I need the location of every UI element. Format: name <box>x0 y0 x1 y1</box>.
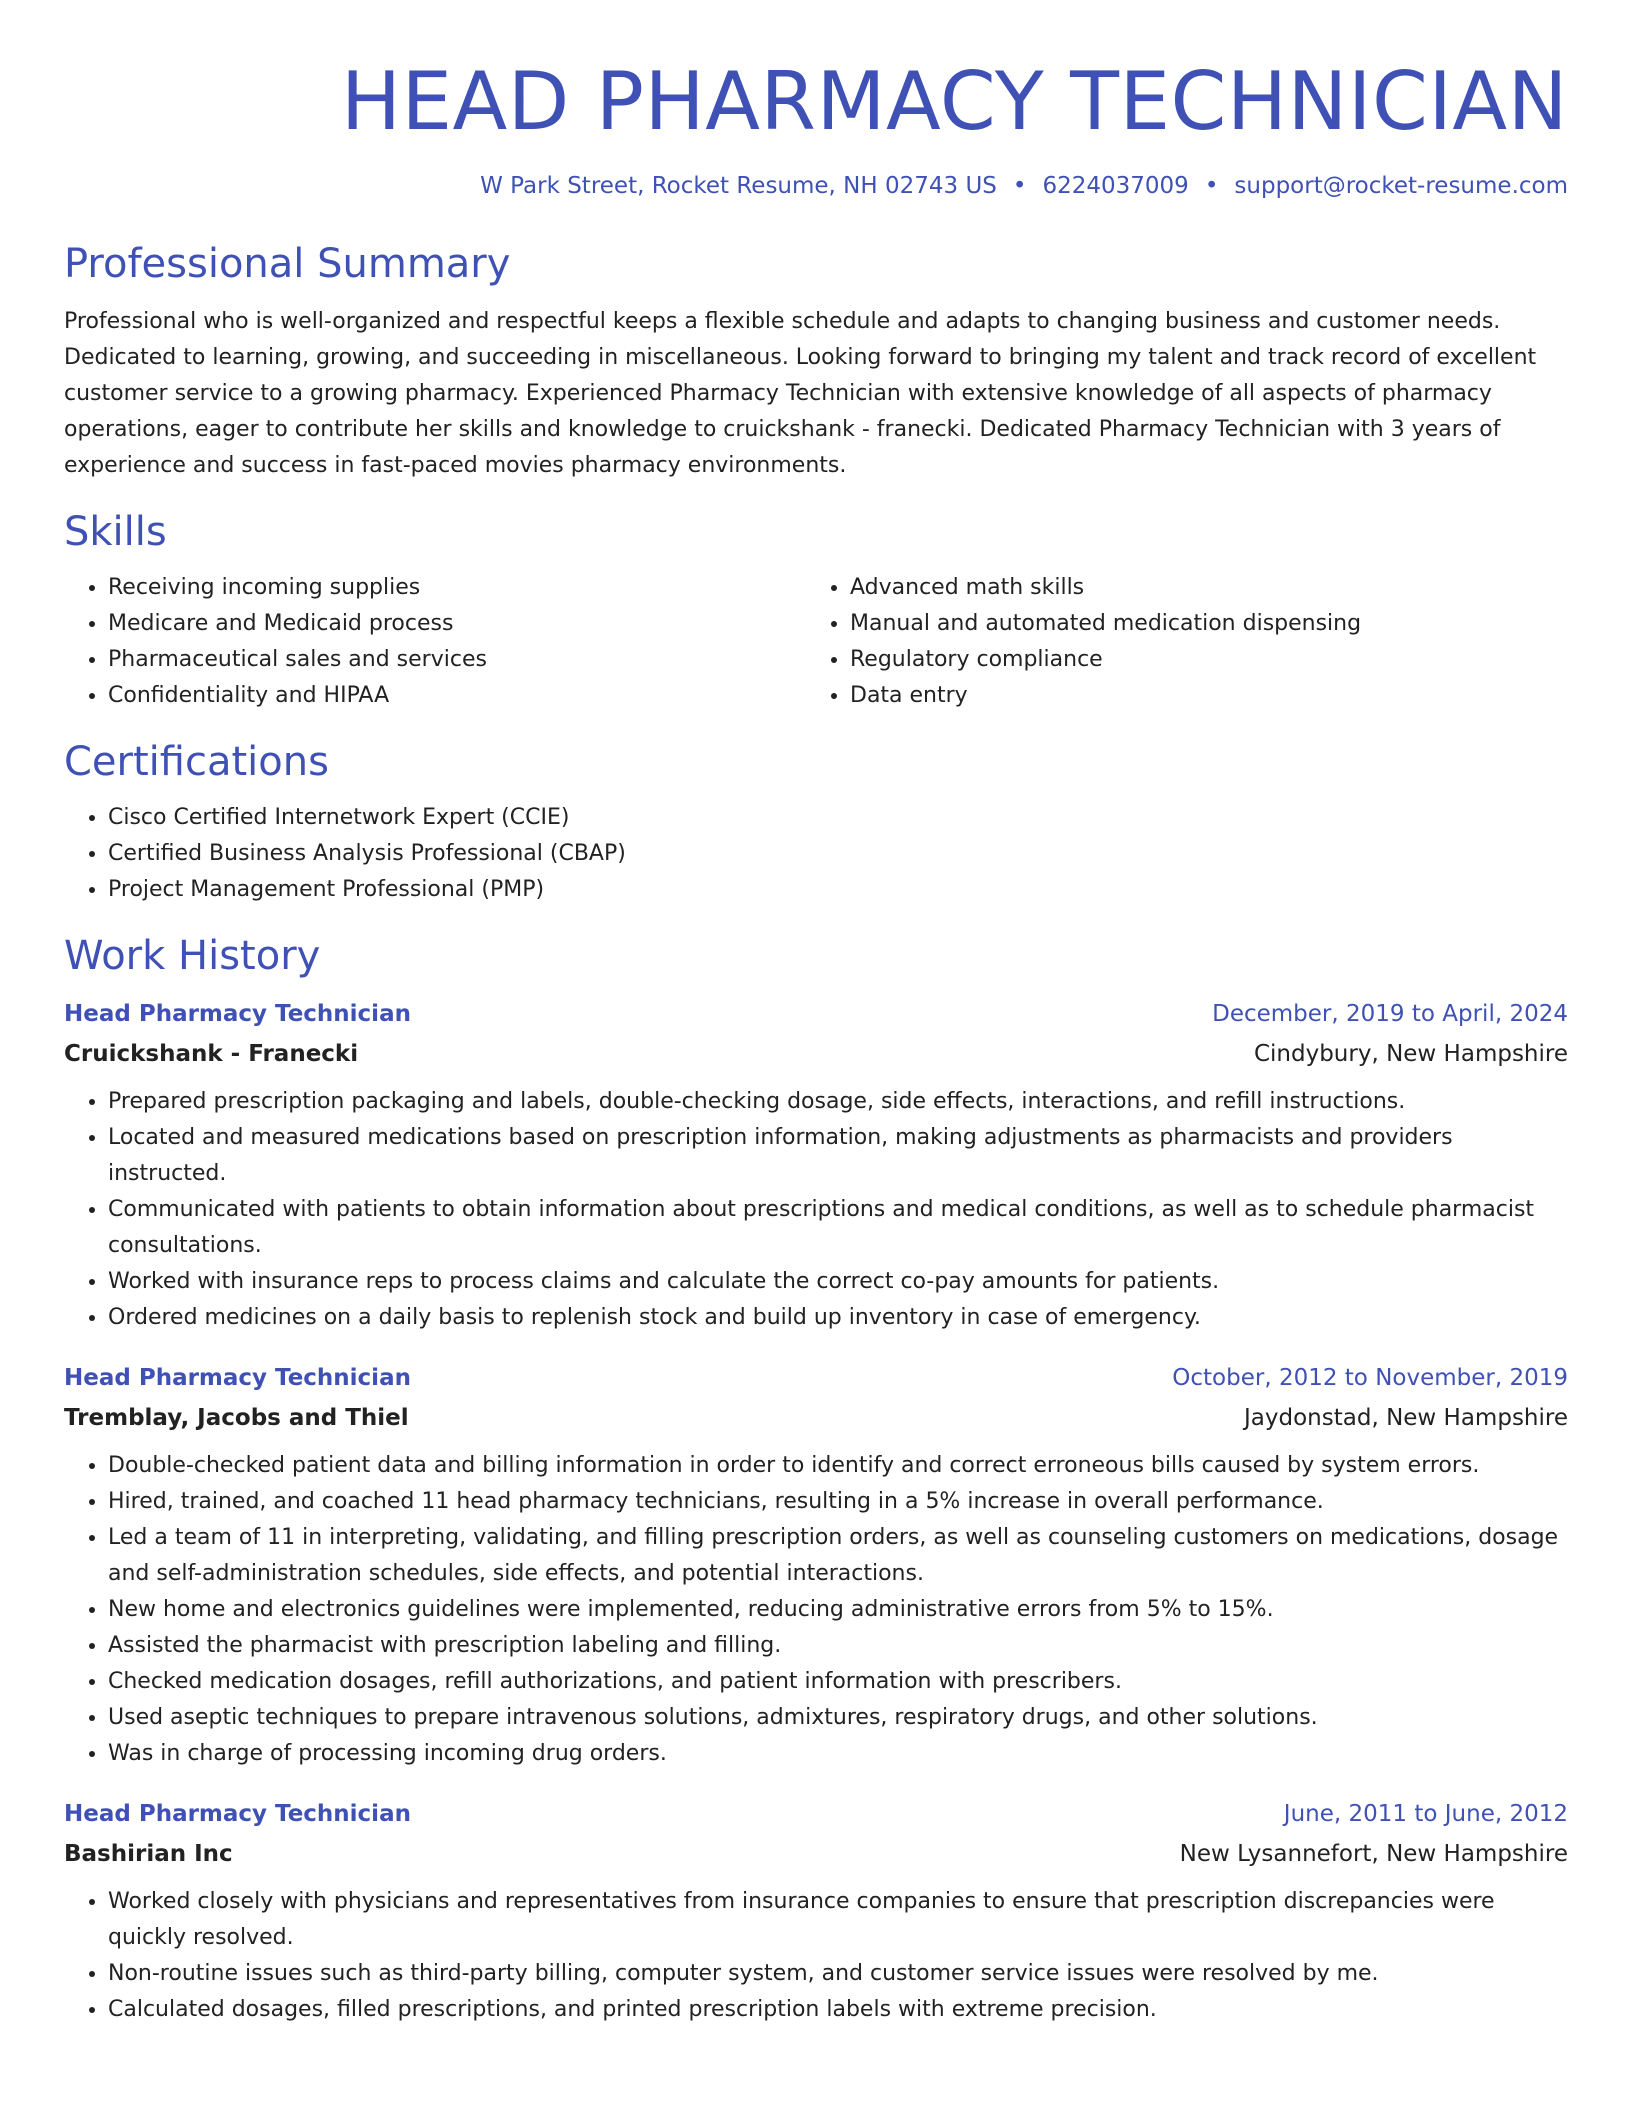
job-duty: • Located and measured medications based on prescription information, making adjustments as pharmacists and providers instructed. <box>108 1120 1568 1192</box>
skill-item: • Regulatory compliance <box>850 642 1548 678</box>
job-company: Bashirian Inc <box>64 1841 233 1867</box>
job-subheader <box>64 1034 1568 1074</box>
certification-item: • Certified Business Analysis Professional (CBAP) <box>108 836 1568 872</box>
job-duties <box>64 1084 1568 1336</box>
job-entry <box>64 994 1568 1336</box>
skills-list-right <box>806 570 1548 714</box>
job-title: Head Pharmacy Technician <box>64 1801 411 1827</box>
job-duty: • Used aseptic techniques to prepare intravenous solutions, admixtures, respiratory drugs, and other solutions. <box>108 1700 1568 1736</box>
skill-item: • Data entry <box>850 678 1548 714</box>
summary-heading: Professional Summary <box>64 241 511 287</box>
job-duty: • Ordered medicines on a daily basis to replenish stock and build up inventory in case of emergency. <box>108 1300 1568 1336</box>
skill-item: • Confidentiality and HIPAA <box>108 678 806 714</box>
job-company: Cruickshank - Franecki <box>64 1041 359 1067</box>
job-duty: • Hired, trained, and coached 11 head pharmacy technicians, resulting in a 5% increase in overall performance. <box>108 1484 1568 1520</box>
job-duty: • Was in charge of processing incoming drug orders. <box>108 1736 1568 1772</box>
job-duty: • Calculated dosages, filled prescriptions, and printed prescription labels with extreme precision. <box>108 1992 1568 2028</box>
skill-item: • Advanced math skills <box>850 570 1548 606</box>
skills-list-left <box>64 570 806 714</box>
resume-name: HEAD PHARMACY TECHNICIAN <box>340 55 1568 148</box>
job-duty: • Assisted the pharmacist with prescription labeling and filling. <box>108 1628 1568 1664</box>
skill-item: • Medicare and Medicaid process <box>108 606 806 642</box>
job-subheader <box>64 1834 1568 1874</box>
contact-phone: 6224037009 <box>1042 173 1189 199</box>
job-company: Tremblay, Jacobs and Thiel <box>64 1405 409 1431</box>
contact-separator: • <box>1012 173 1027 199</box>
job-duty: • Led a team of 11 in interpreting, validating, and filling prescription orders, as well as counseling customers on medications, dosage and self-administration schedules, side effects, and potential interactions. <box>108 1520 1568 1592</box>
skills-heading: Skills <box>64 509 167 555</box>
skill-item: • Pharmaceutical sales and services <box>108 642 806 678</box>
job-dates: June, 2011 to June, 2012 <box>1283 1801 1568 1827</box>
skills-grid <box>64 570 1568 714</box>
job-header <box>64 1794 1568 1834</box>
job-header <box>64 1358 1568 1398</box>
contact-line <box>64 170 1568 202</box>
job-subheader <box>64 1398 1568 1438</box>
job-location: New Lysannefort, New Hampshire <box>1179 1841 1568 1867</box>
work-history-heading: Work History <box>64 933 321 979</box>
skill-item: • Manual and automated medication dispensing <box>850 606 1548 642</box>
job-header <box>64 994 1568 1034</box>
contact-separator: • <box>1204 173 1219 199</box>
job-entry <box>64 1358 1568 1772</box>
job-duties <box>64 1448 1568 1772</box>
summary-text: Professional who is well-organized and respectful keeps a flexible schedule and adapts to changing business and customer needs. Dedicated to learning, growing, and succeeding in miscellaneous. Looking forward to bringing my talent and track record of excellent customer service to a growing pharmacy. Experienced Pharmacy Technician with extensive knowledge of all aspects of pharmacy operations, eager to contribute her skills and knowledge to cruickshank - franecki. Dedicated Pharmacy Technician with 3 years of experience and success in fast-paced movies pharmacy environments. <box>64 309 1537 478</box>
skill-item: • Receiving incoming supplies <box>108 570 806 606</box>
job-location: Jaydonstad, New Hampshire <box>1244 1405 1568 1431</box>
contact-email: support@rocket-resume.com <box>1234 173 1568 199</box>
certifications-heading: Certifications <box>64 739 329 785</box>
job-duty: • Worked closely with physicians and representatives from insurance companies to ensure that prescription discrepancies were quickly resolved. <box>108 1884 1568 1956</box>
certification-item: • Cisco Certified Internetwork Expert (CCIE) <box>108 800 1568 836</box>
contact-address: W Park Street, Rocket Resume, NH 02743 US <box>480 173 997 199</box>
job-duty: • Checked medication dosages, refill authorizations, and patient information with prescribers. <box>108 1664 1568 1700</box>
certifications-list <box>64 800 1568 908</box>
job-dates: October, 2012 to November, 2019 <box>1172 1365 1568 1391</box>
job-duty: • Double-checked patient data and billing information in order to identify and correct erroneous bills caused by system errors. <box>108 1448 1568 1484</box>
job-duty: • New home and electronics guidelines were implemented, reducing administrative errors from 5% to 15%. <box>108 1592 1568 1628</box>
job-title: Head Pharmacy Technician <box>64 1365 411 1391</box>
job-duty: • Communicated with patients to obtain information about prescriptions and medical conditions, as well as to schedule pharmacist consultations. <box>108 1192 1568 1264</box>
job-dates: December, 2019 to April, 2024 <box>1212 1001 1568 1027</box>
certification-item: • Project Management Professional (PMP) <box>108 872 1568 908</box>
job-location: Cindybury, New Hampshire <box>1253 1041 1568 1067</box>
job-duty: • Non-routine issues such as third-party billing, computer system, and customer service issues were resolved by me. <box>108 1956 1568 1992</box>
job-title: Head Pharmacy Technician <box>64 1001 411 1027</box>
job-duties <box>64 1884 1568 2028</box>
job-duty: • Prepared prescription packaging and labels, double-checking dosage, side effects, interactions, and refill instructions. <box>108 1084 1568 1120</box>
job-entry <box>64 1794 1568 2028</box>
job-duty: • Worked with insurance reps to process claims and calculate the correct co-pay amounts for patients. <box>108 1264 1568 1300</box>
